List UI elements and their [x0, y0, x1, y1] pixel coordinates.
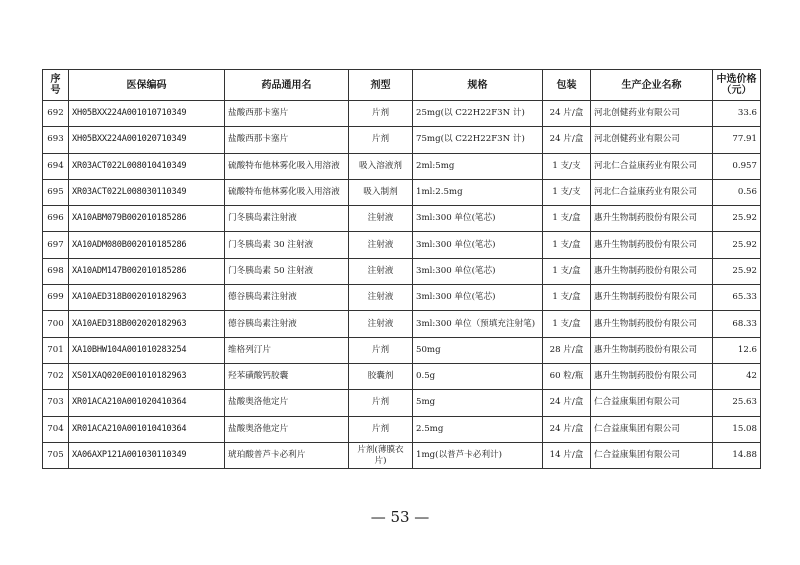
table-row — [43, 337, 761, 363]
cell-maker: 河北仁合益康药业有限公司 — [591, 179, 713, 205]
cell-name: 硫酸特布他林雾化吸入用溶液 — [225, 179, 349, 205]
cell-name: 德谷胰岛素注射液 — [225, 311, 349, 337]
cell-seq: 704 — [43, 416, 69, 442]
cell-maker: 河北创健药业有限公司 — [591, 101, 713, 127]
cell-pack: 24 片/盒 — [543, 127, 591, 153]
cell-spec: 3ml:300 单位（预填充注射笔) — [413, 311, 543, 337]
cell-price: 14.88 — [713, 442, 761, 468]
header-pack: 包装 — [543, 70, 591, 101]
cell-price: 33.6 — [713, 101, 761, 127]
cell-maker: 仁合益康集团有限公司 — [591, 390, 713, 416]
cell-code: XR03ACT022L008030110349 — [69, 179, 225, 205]
cell-price: 65.33 — [713, 285, 761, 311]
cell-name: 羟苯磺酸钙胶囊 — [225, 363, 349, 389]
table-row — [43, 101, 761, 127]
drug-table — [42, 69, 761, 469]
cell-spec: 3ml:300 单位(笔芯) — [413, 206, 543, 232]
cell-price: 25.63 — [713, 390, 761, 416]
table-row — [43, 390, 761, 416]
cell-maker: 仁合益康集团有限公司 — [591, 416, 713, 442]
cell-price: 25.92 — [713, 206, 761, 232]
cell-form: 片剂 — [349, 416, 413, 442]
cell-maker: 惠升生物制药股份有限公司 — [591, 285, 713, 311]
cell-price: 12.6 — [713, 337, 761, 363]
cell-form: 片剂(薄膜衣片) — [349, 442, 413, 468]
cell-seq: 696 — [43, 206, 69, 232]
cell-seq: 703 — [43, 390, 69, 416]
cell-pack: 24 片/盒 — [543, 416, 591, 442]
cell-code: XA06AXP121A001030110349 — [69, 442, 225, 468]
table-row — [43, 442, 761, 468]
cell-maker: 惠升生物制药股份有限公司 — [591, 232, 713, 258]
cell-maker: 惠升生物制药股份有限公司 — [591, 337, 713, 363]
cell-name: 德谷胰岛素注射液 — [225, 285, 349, 311]
table-row — [43, 311, 761, 337]
cell-seq: 701 — [43, 337, 69, 363]
cell-maker: 惠升生物制药股份有限公司 — [591, 363, 713, 389]
cell-pack: 1 支/盒 — [543, 311, 591, 337]
cell-code: XH05BXX224A001020710349 — [69, 127, 225, 153]
cell-seq: 695 — [43, 179, 69, 205]
table-row — [43, 258, 761, 284]
cell-spec: 2ml:5mg — [413, 153, 543, 179]
cell-code: XR01ACA210A001010410364 — [69, 416, 225, 442]
cell-form: 片剂 — [349, 337, 413, 363]
table-header-row — [43, 70, 761, 101]
cell-price: 0.56 — [713, 179, 761, 205]
cell-pack: 1 支/盒 — [543, 258, 591, 284]
cell-pack: 1 支/盒 — [543, 206, 591, 232]
cell-code: XA10BHW104A001010283254 — [69, 337, 225, 363]
cell-form: 片剂 — [349, 127, 413, 153]
table-body — [43, 101, 761, 469]
cell-form: 注射液 — [349, 258, 413, 284]
cell-price: 77.91 — [713, 127, 761, 153]
header-name: 药品通用名 — [225, 70, 349, 101]
cell-spec: 1ml:2.5mg — [413, 179, 543, 205]
cell-code: XA10AED318B002010182963 — [69, 285, 225, 311]
cell-maker: 仁合益康集团有限公司 — [591, 442, 713, 468]
cell-spec: 3ml:300 单位(笔芯) — [413, 232, 543, 258]
cell-price: 42 — [713, 363, 761, 389]
cell-pack: 60 粒/瓶 — [543, 363, 591, 389]
cell-maker: 河北创健药业有限公司 — [591, 127, 713, 153]
cell-spec: 1mg(以普芦卡必利计) — [413, 442, 543, 468]
cell-pack: 1 支/支 — [543, 153, 591, 179]
cell-name: 盐酸西那卡塞片 — [225, 127, 349, 153]
cell-form: 片剂 — [349, 101, 413, 127]
header-form: 剂型 — [349, 70, 413, 101]
page-number: — 53 — — [370, 508, 430, 526]
cell-spec: 75mg(以 C22H22F3N 计) — [413, 127, 543, 153]
table-row — [43, 285, 761, 311]
cell-code: XA10ADM147B002010185286 — [69, 258, 225, 284]
cell-price: 15.08 — [713, 416, 761, 442]
cell-seq: 702 — [43, 363, 69, 389]
cell-name: 硫酸特布他林雾化吸入用溶液 — [225, 153, 349, 179]
header-seq: 序号 — [43, 70, 69, 101]
cell-code: XH05BXX224A001010710349 — [69, 101, 225, 127]
header-price: 中选价格（元） — [713, 70, 761, 101]
header-maker: 生产企业名称 — [591, 70, 713, 101]
cell-form: 注射液 — [349, 311, 413, 337]
cell-price: 25.92 — [713, 258, 761, 284]
cell-seq: 692 — [43, 101, 69, 127]
cell-spec: 5mg — [413, 390, 543, 416]
cell-seq: 698 — [43, 258, 69, 284]
cell-form: 注射液 — [349, 206, 413, 232]
table-row — [43, 363, 761, 389]
cell-code: XA10ADM080B002010185286 — [69, 232, 225, 258]
cell-maker: 惠升生物制药股份有限公司 — [591, 311, 713, 337]
table-row — [43, 153, 761, 179]
cell-maker: 河北仁合益康药业有限公司 — [591, 153, 713, 179]
cell-seq: 694 — [43, 153, 69, 179]
cell-spec: 0.5g — [413, 363, 543, 389]
cell-code: XA10AED318B002020182963 — [69, 311, 225, 337]
cell-seq: 693 — [43, 127, 69, 153]
cell-name: 门冬胰岛素注射液 — [225, 206, 349, 232]
cell-name: 门冬胰岛素 30 注射液 — [225, 232, 349, 258]
cell-code: XA10ABM079B002010185286 — [69, 206, 225, 232]
cell-spec: 3ml:300 单位(笔芯) — [413, 258, 543, 284]
cell-code: XS01XAQ020E001010182963 — [69, 363, 225, 389]
cell-pack: 24 片/盒 — [543, 101, 591, 127]
cell-name: 琥珀酸普芦卡必利片 — [225, 442, 349, 468]
cell-form: 注射液 — [349, 285, 413, 311]
cell-seq: 699 — [43, 285, 69, 311]
cell-form: 片剂 — [349, 390, 413, 416]
cell-form: 吸入溶液剂 — [349, 153, 413, 179]
cell-name: 盐酸奥洛他定片 — [225, 390, 349, 416]
cell-name: 门冬胰岛素 50 注射液 — [225, 258, 349, 284]
cell-name: 维格列汀片 — [225, 337, 349, 363]
cell-spec: 25mg(以 C22H22F3N 计) — [413, 101, 543, 127]
cell-form: 注射液 — [349, 232, 413, 258]
cell-seq: 705 — [43, 442, 69, 468]
cell-pack: 1 支/支 — [543, 179, 591, 205]
table-row — [43, 179, 761, 205]
cell-maker: 惠升生物制药股份有限公司 — [591, 206, 713, 232]
header-spec: 规格 — [413, 70, 543, 101]
cell-spec: 50mg — [413, 337, 543, 363]
cell-pack: 14 片/盒 — [543, 442, 591, 468]
cell-seq: 697 — [43, 232, 69, 258]
cell-price: 0.957 — [713, 153, 761, 179]
cell-spec: 3ml:300 单位(笔芯) — [413, 285, 543, 311]
cell-pack: 24 片/盒 — [543, 390, 591, 416]
cell-code: XR01ACA210A001020410364 — [69, 390, 225, 416]
table-row — [43, 206, 761, 232]
cell-name: 盐酸西那卡塞片 — [225, 101, 349, 127]
header-code: 医保编码 — [69, 70, 225, 101]
cell-seq: 700 — [43, 311, 69, 337]
table-row — [43, 127, 761, 153]
table-row — [43, 416, 761, 442]
cell-pack: 28 片/盒 — [543, 337, 591, 363]
cell-form: 吸入制剂 — [349, 179, 413, 205]
table-row — [43, 232, 761, 258]
cell-price: 68.33 — [713, 311, 761, 337]
cell-name: 盐酸奥洛他定片 — [225, 416, 349, 442]
cell-maker: 惠升生物制药股份有限公司 — [591, 258, 713, 284]
cell-form: 胶囊剂 — [349, 363, 413, 389]
cell-code: XR03ACT022L008010410349 — [69, 153, 225, 179]
cell-price: 25.92 — [713, 232, 761, 258]
cell-pack: 1 支/盒 — [543, 232, 591, 258]
cell-spec: 2.5mg — [413, 416, 543, 442]
cell-pack: 1 支/盒 — [543, 285, 591, 311]
